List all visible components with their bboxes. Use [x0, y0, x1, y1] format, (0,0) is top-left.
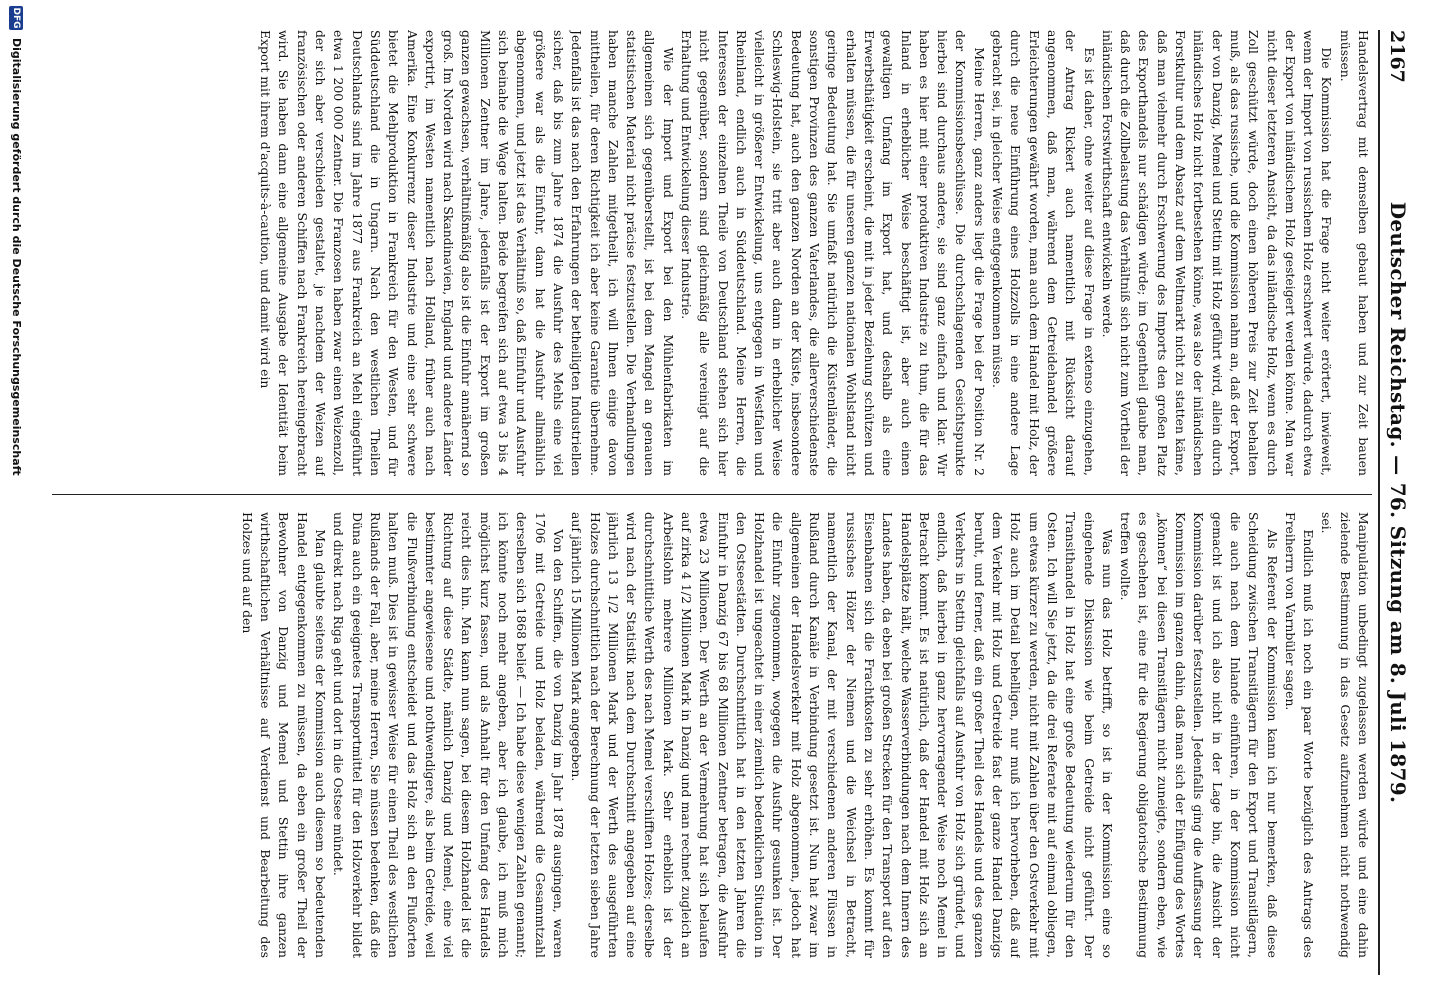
digitization-footer: [6, 0, 24, 1000]
paragraph: Von den Schiffen, die von Danzig im Jahr 1878 ausgingen, waren 1706 mit Getreide und Holz beladen, während die Gesammtzahl derselben sich 1868 belief. — Ich habe diese wenigen Zahlen genannt; ich könnte noch mehr angeben, aber ich glaube, ich muß mich möglichst kurz fassen, und als Anhalt für den Umfang des Handels reicht dies hin. Man kann nun sagen, bei diesem Holzhandel ist die Richtung auf diese Städte, nämlich Danzig und Memel, eine viel bestimmter angewiesene und nothwendigere, als beim Getreide, weil die Flußverbindung entscheidet und das Holz sich an den Flußorten halten muß. Dies ist in gewisser Weise für einen Theil des westlichen Rußlands der Fall, aber, meine Herren, Sie müssen bedenken, daß die Düna auch ein geeignetes Transportmittel für den Holzverkehr bildet und direkt nach Riga geht und dort in die Ostsee mündet.: [331, 512, 566, 958]
running-title: Deutscher Reichstag. — 76. Sitzung am 8. Juli 1879.: [1386, 201, 1410, 804]
footer-text: Digitalisierung gefördert durch die Deutsche Forschungsgemeinschaft: [10, 38, 23, 476]
dfg-logo-icon: DFG: [11, 7, 21, 29]
text-column-left: [52, 30, 1372, 476]
page-number: 2167: [1386, 30, 1408, 83]
paragraph: Als Referent der Kommission kann ich nur bemerken, daß diese Scheidung zwischen Transitlägern für den Export und Transitlägern, die auch nach dem Inlande einführen, in der Kommission nicht gemacht ist und ich also nicht in der Lage bin, die Ansicht der Kommission darüber festzustellen. Jedenfalls ging die Auffassung der Kommission im ganzen dahin, daß man sich der Einfügung des Wortes „können“ bei diesen Transitlägern nicht zuneigte, sondern eben, wie es geschehen ist, eine für die Regierung obligatorische Bestimmung treffen wollte.: [1118, 512, 1280, 958]
paragraph: Man glaubte seitens der Kommission auch diesem so bedeutenden Handel entgegenkommen zu müssen, da eben ein großer Theil der Bewohner von Danzig und Memel und Stettin ihre ganzen wirthschaftlichen Verhältnisse auf Verdienst und Bearbeitung des Holzes und auf den: [239, 512, 329, 958]
paragraph: Es ist daher, ohne weiter auf diese Frage in extenso einzugehen, der Antrag Rickert auch namentlich mit Rücksicht darauf angenommen, daß man, während dem Getreidehandel größere Erleichterungen gewährt worden, man auch dem Handel mit Holz, der durch die neue Einführung eines Holzzolls in eine andere Lage gebracht sei, in gleicher Weise entgegenkommen müsse.: [990, 30, 1097, 476]
paragraph: Was nun das Holz betrifft, so ist in der Kommission eine so eingehende Diskussion wie beim Getreide nicht geführt. Der Transithandel in Holz hat eine große Bedeutung wiederum für den Osten. Ich will Sie jetzt, da die drei Referate mit auf einmal obliegen, um etwas kürzer zu werden, nicht mit Zahlen über den Ostverkehr mit Holz auch im Detail behelligen, nur muß ich hervorheben, daß auf dem Verkehr mit Holz und Getreide fast der ganze Handel Danzigs beruht, und ferner, daß ein großer Theil des Handels und des ganzen Verkehrs in Stettin gleichfalls auf Ausfuhr von Holz sich gründet, und endlich, daß hierbei in ganz hervorragender Weise noch Memel in Betracht kommt. Es ist natürlich, daß der Handel mit Holz sich an Handelsplätze hält, welche Wasserverbindungen nach dem Innern des Landes haben, da eben bei großen Strecken für den Transport auf den Eisenbahnen sich die Frachtkosten zu sehr erhöhen. Es kommt für russisches Hölzer der Niemen und die Weichsel in Betracht, namentlich der Kanal, der mit verschiedenen anderen Flüssen in Rußland durch Kanäle in Verbindung gesetzt ist. Nun hat zwar im allgemeinen der Handelsverkehr mit Holz abgenommen, jedoch hat die Einfuhr zugenommen, wogegen die Ausfuhr gesunken ist. Der Holzhandel ist ungeachtet in einer ziemlich bedenklichen Situation in den Ostseestädten. Durchschnittlich hat in den letzten Jahren die Einfuhr in Danzig 67 bis 68 Millionen Zentner betragen, die Ausfuhr etwa 23 Millionen. Der Werth an der Vermehrung hat sich belaufen auf zirka 4 1/2 Millionen Mark in Danzig und man rechnet zugleich an Arbeitslohn mehrere Millionen Mark. Sehr erheblich ist der durchschnittliche Werth des nach Memel verschifften Holzes; derselbe wird nach der Statistik nach dem Durchschnitt angegeben auf eine jährlich 13 1/2 Millionen Mark und der Werth des ausgeführten Holzes durchschnittlich nach der Berechnung der letzten sieben Jahre auf jährlich 15 Millionen Mark angegeben.: [569, 512, 1115, 958]
paragraph: Handelsvertrag mit demselben gebaut haben und zur Zeit bauen müssen.: [1337, 30, 1371, 476]
paragraph: Meine Herren, ganz anders liegt die Frage bei der Position Nr. 2 der Kommissionsbeschlüsse. Die durchschlagenden Gesichtspunkte hierbei sind durchaus andere, sie sind ganz einfach und klar. Wir haben es hier mit einer produktiven Industrie zu thun, die für das Inland in erheblicher Weise beschäftigt ist, aber auch einen gewaltigen Umfang im Export hat, und deshalb als eine Erwerbsthätigkeit erscheint, die mit in jeder Beziehung schützen und erhalten müssen, die für unseren ganzen nationalen Wohlstand nicht geringe Bedeutung hat. Sie umfaßt natürlich die Küstenländer, die sonstigen Provinzen des ganzen Vaterlandes, die allerverschiedenste Bedeutung hat, auch den ganzen Norden an der Küste, insbesondere Schleswig-Holstein, sie tritt aber auch dann in erheblicher Weise vielleicht in größerer Entwickelung, uns entgegen in Westfalen und Rheinland, endlich auch in Süddeutschland. Meine Herren, die Interessen der einzelnen Theile von Deutschland stehen sich hier nicht gegenüber, sondern sind gleichmäßig alle vereinigt auf die Erhaltung und Entwickelung dieser Industrie.: [679, 30, 987, 476]
page-header: [1384, 30, 1410, 975]
paragraph: Endlich muß ich noch ein paar Worte bezüglich des Antrags des Freiherrn von Varnbüler sagen.: [1282, 512, 1317, 958]
paragraph: Wie der Import und Export bei den Mühlenfabrikaten im allgemeinen sich gegenüberstellt, ist bei dem Mangel an genauen statistischen Material nicht präcise festzustellen. Die Verhandlungen haben manche Zahlen mitgetheilt, ich will Ihnen einige davon mittheilen, für deren Richtigkeit ich aber keine Garantie übernehme. Jedenfalls ist das nach den Erfahrungen der betheiligten Industriellen sicher, daß bis zum Jahre 1874 die Ausfuhr des Mehls eine viel größere war als die Einfuhr, dann hat die Ausfuhr allmählich abgenommen, und jetzt ist das Verhältniß so, daß Einfuhr und Ausfuhr sich beinahe die Wage halten. Beide begreifen sich auf etwa 3 bis 4 Millionen Zentner im Jahre, jedenfalls ist der Export im großen ganzen gewachsen, verhältnißmäßig also ist die Einfuhr annähernd so groß. Im Norden wird nach Skandinavien, England und andere Länder exportirt, im Westen namentlich nach Holland, früher auch nach Amerika. Eine Konkurrenz dieser Industrie und eine sehr schwere bietet die Mehlproduktion in Frankreich für den Westen, und für Süddeutschland die in Ungarn. Nach den westlichen Theilen Deutschlands sind im Jahre 1877 aus Frankreich an Mehl eingeführt etwa 1 200 000 Zentner. Die Franzosen haben zwar einen Weizenzoll, der sich aber verschieden gestaltet, je nachdem der Weizen auf französischen oder anderen Schiffen nach Frankreich hereingebracht wird. Sie haben dann eine allgemeine Ausgabe der Identität beim Export mit ihrem d'acquits-à-caution, und damit wird ein: [258, 30, 676, 476]
paragraph: Manipulation unbedingt zugelassen werden würde und eine dahin zielende Bestimmung in das Gesetz aufzunehmen nicht nothwendig sei.: [1319, 512, 1371, 958]
header-rule: [1378, 30, 1380, 975]
paragraph: Die Kommission hat die Frage nicht weiter erörtert, inwieweit, wenn der Import von russischem Holz erschwert würde, dadurch etwa der Export von inländischem Holz gesteigert werden könne. Man war nicht dieser letzteren Ansicht, da das inländische Holz, wenn es durch Zoll geschützt würde, doch einen höheren Preis zur Zeit behalten muß, als das russische, und die Kommission nahm an, daß der Export, der von Danzig, Memel und Stettin mit Holz geführt wird, allein durch inländisches Holz nicht fortbestehen könne, was also der inländischen Forstkultur und dem Absatz auf dem Weltmarkt nicht zu statten käme, daß man vielmehr durch Erschwerung des Imports den großen Platz des Exporthandels nur schädigen würde; im Gegentheil glaube man, daß durch die Zollbelastung das Verhältniß sich nicht zum Vortheil der inländischen Forstwirthschaft entwickeln werde.: [1099, 30, 1335, 476]
text-column-right: [52, 512, 1372, 958]
column-divider: [52, 494, 1372, 495]
